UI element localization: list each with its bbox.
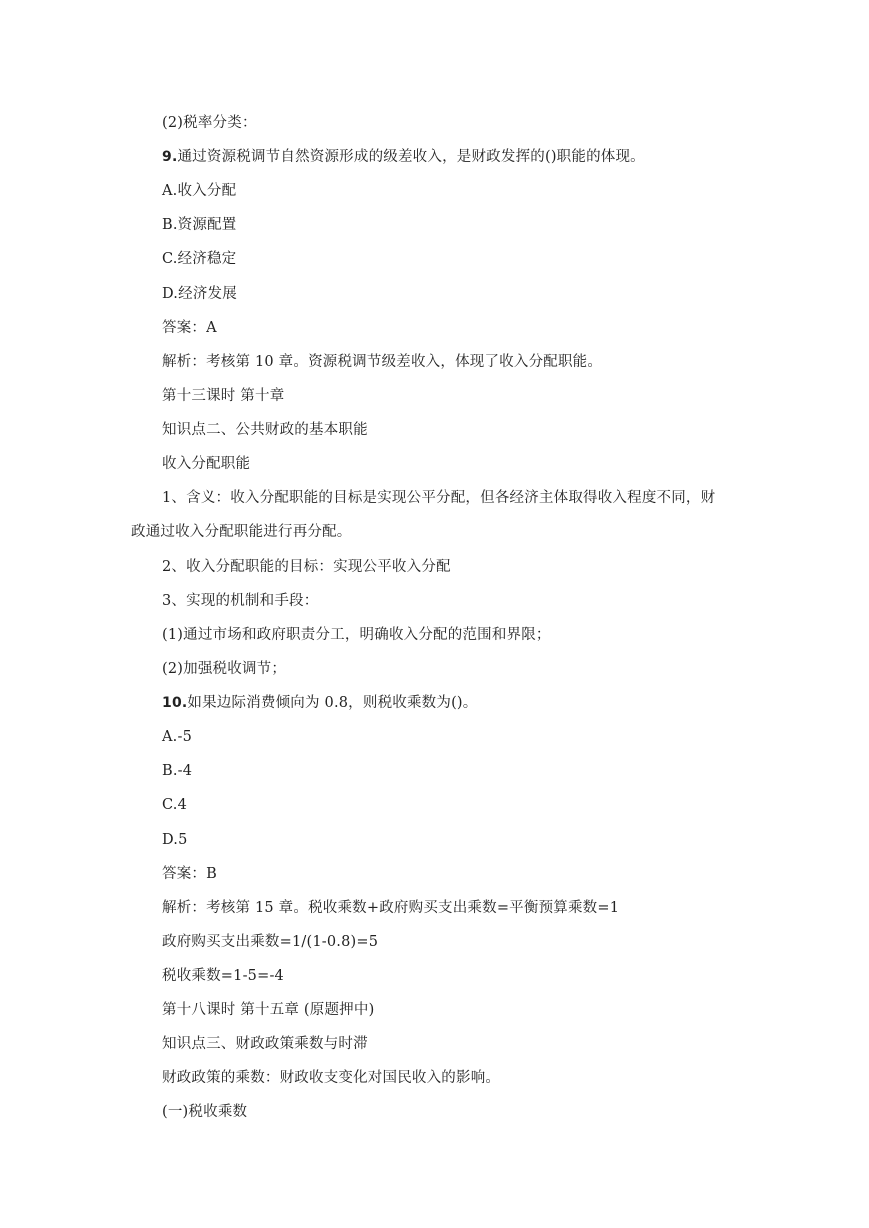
paragraph-line: 2、收入分配职能的目标：实现公平收入分配 [162,559,451,575]
option-b: B.-4 [162,763,193,779]
option-d: D.经济发展 [162,286,237,302]
paragraph-line: 3、实现的机制和手段： [162,593,319,609]
sub-heading: (一)税收乘数 [162,1104,248,1120]
formula-line: 税收乘数=1-5=-4 [162,968,284,984]
knowledge-point-heading: 知识点二、公共财政的基本职能 [162,422,368,438]
paragraph-line: 政通过收入分配职能进行再分配。 [131,524,352,540]
analysis: 解析：考核第 15 章。税收乘数+政府购买支出乘数=平衡预算乘数=1 [162,900,620,916]
question-10 [162,693,478,713]
paragraph-line: 财政政策的乘数：财政收支变化对国民收入的影响。 [162,1070,501,1086]
analysis: 解析：考核第 10 章。资源税调节级差收入，体现了收入分配职能。 [162,354,603,370]
tax-rate-classification-heading: (2)税率分类： [162,115,257,131]
list-item: (2)加强税收调节； [162,661,287,677]
question-number: 10. [162,695,188,711]
answer: 答案：B [162,866,217,882]
question-number: 9. [162,149,178,165]
answer: 答案：A [162,320,217,336]
section-heading: 收入分配职能 [162,456,251,472]
knowledge-point-heading: 知识点三、财政政策乘数与时滞 [162,1036,368,1052]
option-d: D.5 [162,832,188,848]
option-c: C.经济稳定 [162,251,237,267]
option-a: A.收入分配 [162,183,237,199]
lesson-heading: 第十三课时 第十章 [162,388,285,404]
lesson-heading: 第十八课时 第十五章 (原题押中) [162,1002,375,1018]
option-c: C.4 [162,797,188,813]
option-b: B.资源配置 [162,217,237,233]
list-item: (1)通过市场和政府职责分工，明确收入分配的范围和界限； [162,627,551,643]
question-text: 通过资源税调节自然资源形成的级差收入，是财政发挥的()职能的体现。 [177,149,645,165]
question-9 [162,147,645,167]
option-a: A.-5 [162,729,193,745]
question-text: 如果边际消费倾向为 0.8，则税收乘数为()。 [187,695,478,711]
paragraph-line: 1、含义：收入分配职能的目标是实现公平分配，但各经济主体取得收入程度不同，财 [162,490,716,506]
formula-line: 政府购买支出乘数=1/(1-0.8)=5 [162,934,379,950]
